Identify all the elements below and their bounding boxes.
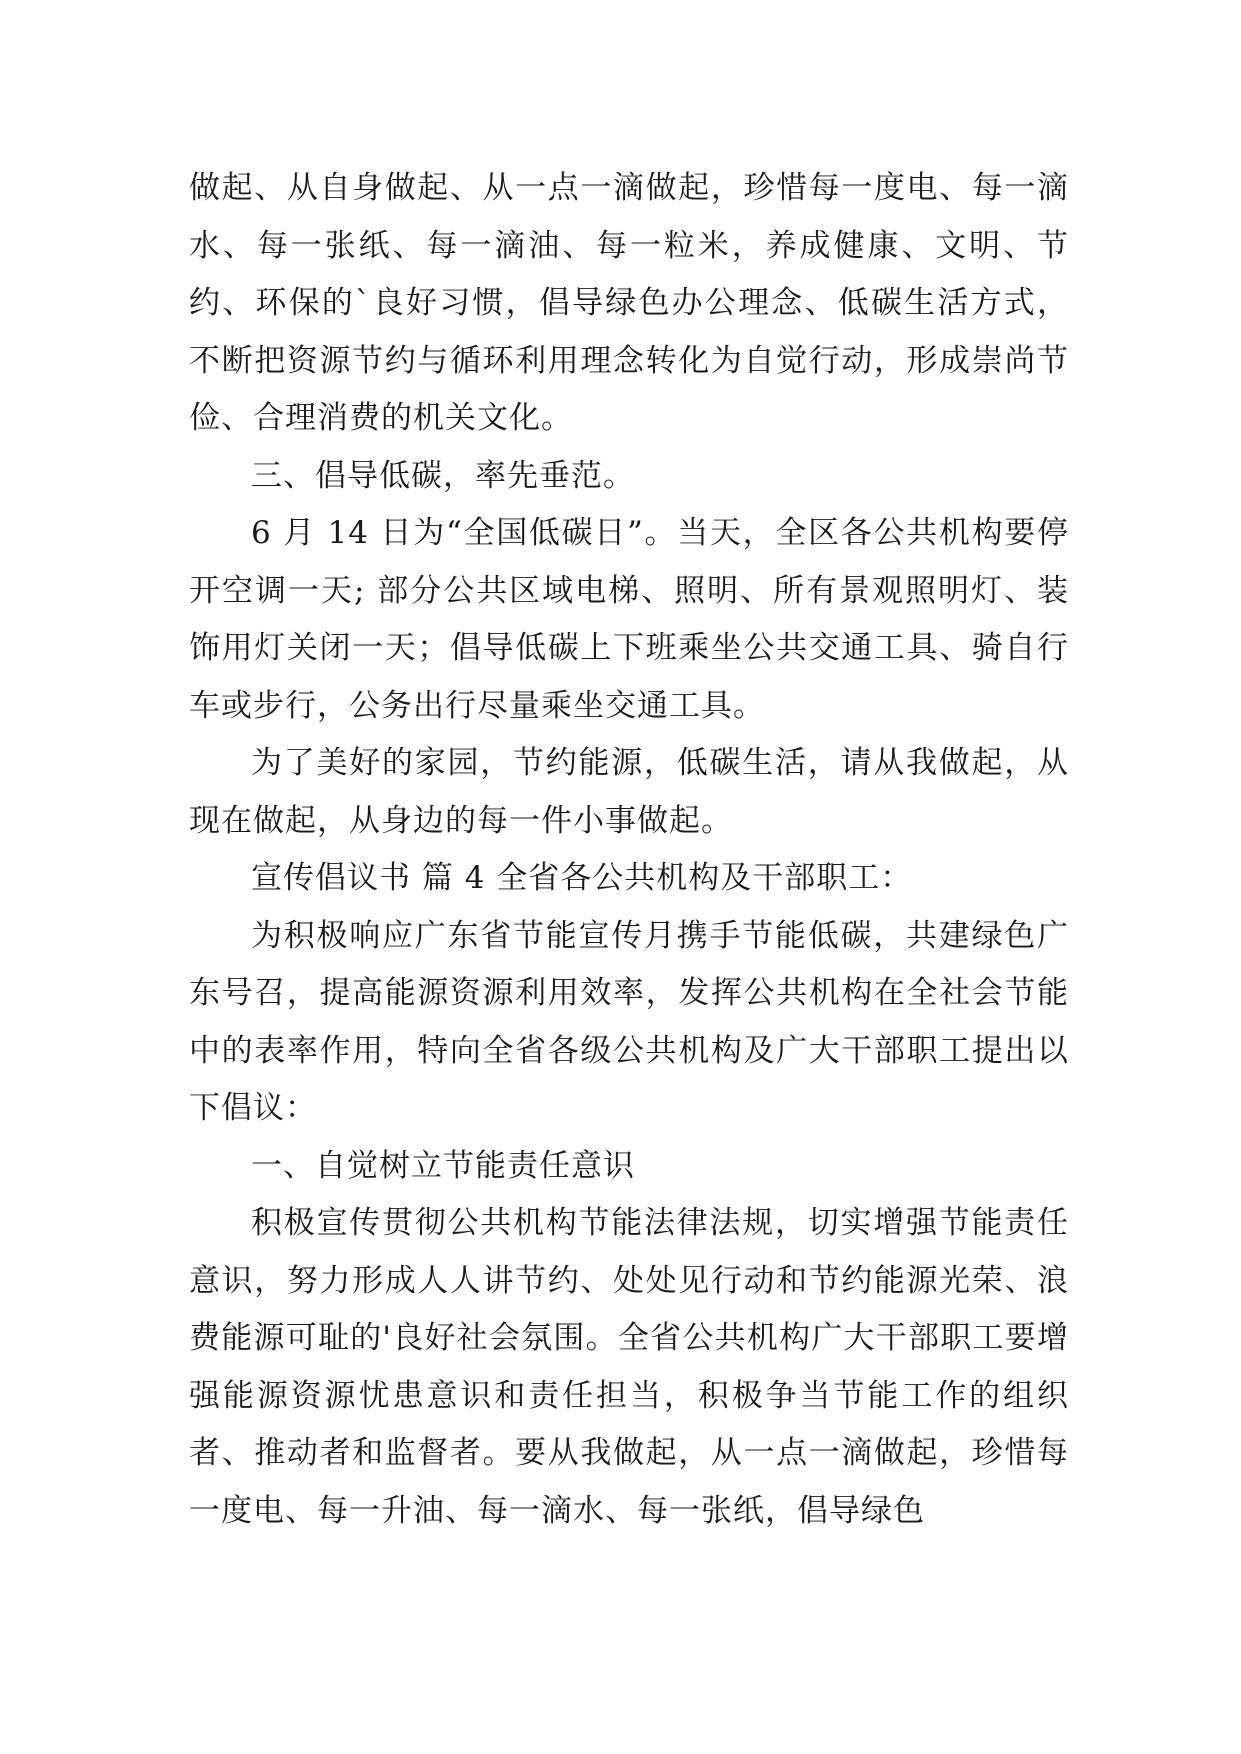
paragraph-continuation: 做起、从自身做起、从一点一滴做起，珍惜每一度电、每一滴水、每一张纸、每一滴油、每一粒米，养成健康、文明、节约、环保的`良好习惯，倡导绿色办公理念、低碳生活方式，不断把资源节约与循环利用理念转化为自觉行动，形成崇尚节俭、合理消费的机关文化。 — [189, 170, 1069, 436]
paragraph-call-to-action: 为了美好的家园，节约能源，低碳生活，请从我做起，从现在做起，从身边的每一件小事做起。 — [189, 745, 1069, 839]
paragraph-proposal-intro: 为积极响应广东省节能宣传月携手节能低碳，共建绿色广东号召，提高能源资源利用效率，发挥公共机构在全社会节能中的表率作用，特向全省各级公共机构及广大干部职工提出以下倡议： — [189, 917, 1069, 1126]
document-body — [189, 160, 1069, 1540]
section-heading-one: 一、自觉树立节能责任意识 — [251, 1147, 635, 1184]
proposal-heading: 宣传倡议书 篇 4 全省各公共机构及干部职工： — [251, 860, 913, 896]
section-heading-three: 三、倡导低碳，率先垂范。 — [251, 457, 635, 494]
paragraph-low-carbon-day: 6 月 14 日为“全国低碳日”。当天，全区各公共机构要停开空调一天; 部分公共区域电梯、照明、所有景观照明灯、装饰用灯关闭一天；倡导低碳上下班乘坐公共交通工具、骑自行车或步行，公务出行尽量乘坐交通工具。 — [189, 515, 1069, 724]
paragraph-responsibility: 积极宣传贯彻公共机构节能法律法规，切实增强节能责任意识，努力形成人人讲节约、处处见行动和节约能源光荣、浪费能源可耻的'良好社会氛围。全省公共机构广大干部职工要增强能源资源忧患意识和责任担当，积极争当节能工作的组织者、推动者和监督者。要从我做起，从一点一滴做起，珍惜每一度电、每一升油、每一滴水、每一张纸，倡导绿色 — [189, 1205, 1069, 1529]
